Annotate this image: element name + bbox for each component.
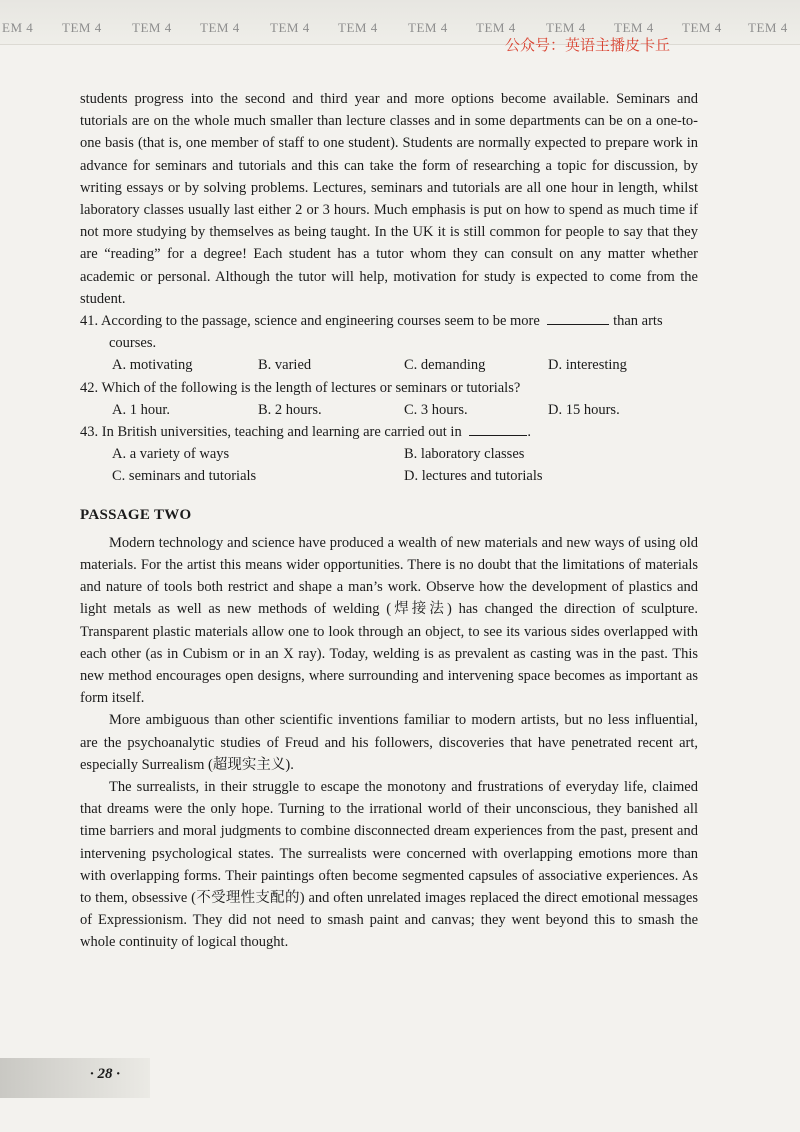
- header-mark: TEM 4: [476, 20, 516, 35]
- options-row: [80, 443, 698, 465]
- question-43: [80, 421, 698, 488]
- option-c[interactable]: C. 3 hours.: [404, 401, 468, 418]
- option-b[interactable]: B. 2 hours.: [258, 401, 322, 418]
- options-row: [80, 465, 698, 487]
- option-d[interactable]: D. 15 hours.: [548, 401, 620, 418]
- option-b[interactable]: B. laboratory classes: [404, 446, 525, 463]
- question-number: 42.: [80, 379, 99, 396]
- option-d[interactable]: D. interesting: [548, 357, 627, 374]
- header-mark: EM 4: [2, 20, 34, 35]
- answer-blank: [469, 423, 527, 436]
- question-number: 41.: [80, 313, 99, 330]
- question-stem-end: .: [527, 424, 531, 441]
- header-mark: TEM 4: [132, 20, 172, 35]
- option-b[interactable]: B. varied: [258, 357, 312, 374]
- options-row: [80, 354, 698, 376]
- header-mark: TEM 4: [682, 20, 722, 35]
- passage-paragraph: The surrealists, in their struggle to escape the monotony and frustrations of everyday life, claimed that dreams were the only hope. Turning to the irrational world of their unconscious, they banished all time barriers and moral judgments to combine disconnected dream experiences from the past, present and intervening psychological states. The surrealists were concerned with overlapping emotions more than with overlapping forms. Their paintings often become segmented capsules of associative experiences. As to them, obsessive (不受理性支配的) and often unrelated images replaced the direct emotional messages of Expressionism. They did not need to smash paint and canvas; they went beyond this to smash the whole continuity of logical thought.: [80, 779, 698, 951]
- question-41: [80, 310, 698, 377]
- question-stem: According to the passage, science and engineering courses seem to be more: [100, 313, 540, 330]
- header-mark: TEM 4: [62, 20, 102, 35]
- header-mark: TEM 4: [408, 20, 448, 35]
- option-a[interactable]: A. 1 hour.: [112, 401, 170, 418]
- option-d[interactable]: D. lectures and tutorials: [404, 468, 543, 485]
- page-content: [80, 88, 698, 954]
- footer-shade: [0, 1058, 150, 1098]
- header-mark: TEM 4: [200, 20, 240, 35]
- header-watermark: 公众号：英语主播皮卡丘: [504, 36, 670, 54]
- section-title: PASSAGE TWO: [80, 506, 192, 523]
- question-stem-cont: than arts courses.: [109, 313, 663, 352]
- page-number: · 28 ·: [90, 1066, 120, 1082]
- question-stem: In British universities, teaching and learning are carried out in: [101, 424, 462, 441]
- header-mark: TEM 4: [614, 20, 654, 35]
- passage-one-tail: students progress into the second and third year and more options become available. Seminars and tutorials are on the whole much smaller than lecture classes and in some departments can be on a one-to-one basis (that is, one member of staff to one student). Students are normally expected to prepare work in advance for seminars and tutorials and this can take the form of researching a topic for discussion, by writing essays or by solving problems. Lectures, seminars and tutorials are all one hour in length, whilst laboratory classes usually last either 2 or 3 hours. Much emphasis is put on how to spend as much time if not more studying by themselves as being taught. In the UK it is still common for people to say that they are “reading” for a degree! Each student has a tutor whom they can consult on any matter whether academic or personal. Although the tutor will help, motivation for study is expected to come from the student.: [80, 91, 698, 307]
- answer-blank: [547, 312, 609, 325]
- question-text: [80, 421, 698, 443]
- header-strip: [0, 0, 800, 45]
- option-c[interactable]: C. seminars and tutorials: [112, 468, 257, 485]
- question-42: [80, 377, 698, 421]
- passage-paragraph: More ambiguous than other scientific inventions familiar to modern artists, but no less influential, are the psychoanalytic studies of Freud and his followers, discoveries that have penetrated recent art, especially Surrealism (超现实主义).: [80, 712, 698, 773]
- passage-paragraph: Modern technology and science have produced a wealth of new materials and new ways of using old materials. For the artist this means wider opportunities. There is no doubt that the limitations of materials and nature of tools both restrict and shape a man’s work. Observe how the development of plastics and light metals as well as new methods of welding (焊接法) has changed the direction of sculpture. Transparent plastic materials allow one to look through an object, to see its various sides overlapped with each other (as in Cubism or in an X ray). Today, welding is as prevalent as casting was in the past. This new method encourages open designs, where surrounding and intervening space becomes as important as form itself.: [80, 534, 698, 707]
- header-mark: TEM 4: [270, 20, 310, 35]
- header-mark: TEM 4: [338, 20, 378, 35]
- header-mark: TEM 4: [748, 20, 788, 35]
- question-text: [80, 377, 698, 399]
- option-a[interactable]: A. motivating: [112, 357, 193, 374]
- header-mark: TEM 4: [546, 20, 586, 35]
- question-stem: Which of the following is the length of lectures or seminars or tutorials?: [101, 379, 521, 396]
- question-text: [80, 310, 698, 354]
- options-row: [80, 399, 698, 421]
- question-number: 43.: [80, 424, 99, 441]
- option-c[interactable]: C. demanding: [404, 357, 486, 374]
- option-a[interactable]: A. a variety of ways: [112, 446, 230, 463]
